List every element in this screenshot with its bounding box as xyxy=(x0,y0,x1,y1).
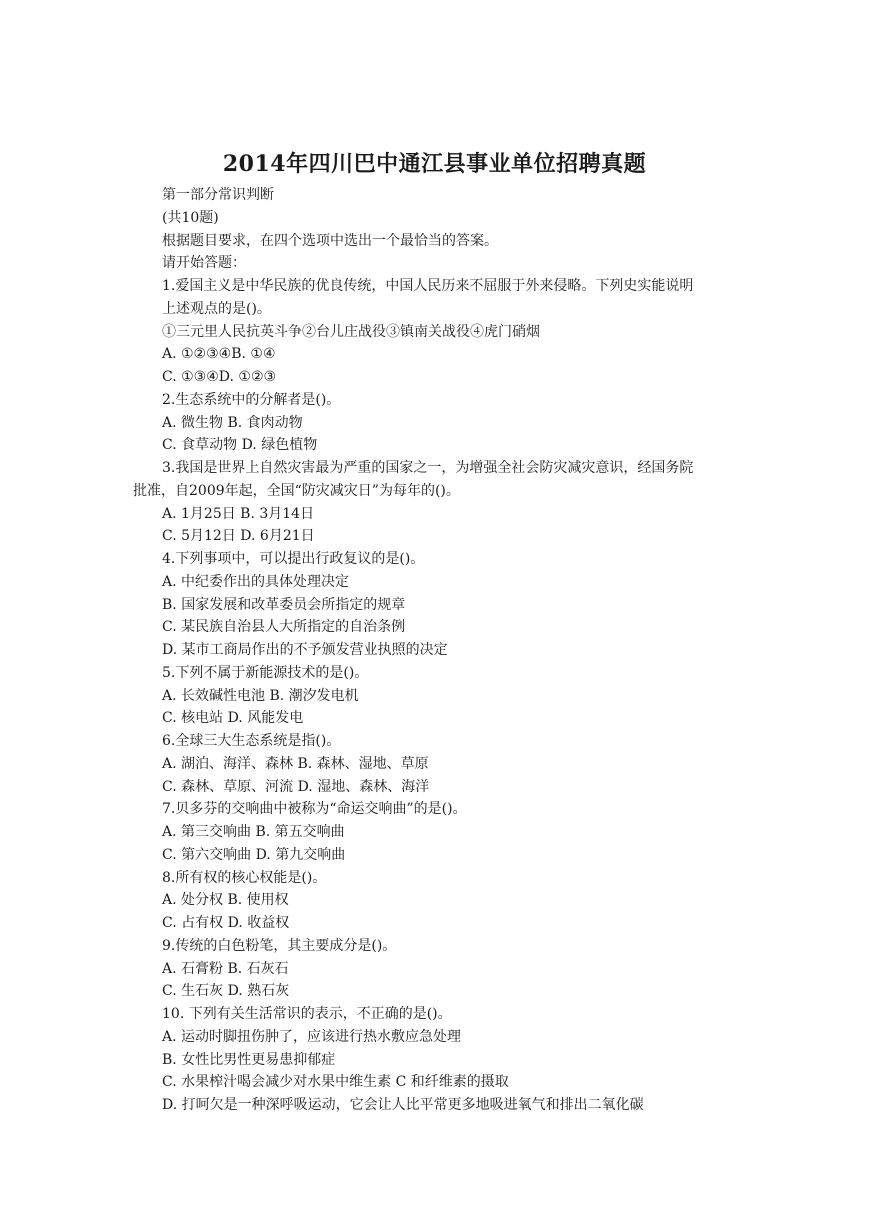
text-line: B. 女性比男性更易患抑郁症 xyxy=(162,1051,336,1068)
text-line: C. 核电站 D. 风能发电 xyxy=(162,710,304,727)
text-line: 第一部分常识判断 xyxy=(162,187,274,203)
text-line: 2.生态系统中的分解者是()。 xyxy=(162,391,341,408)
text-line: A. ①②③④B. ①④ xyxy=(162,346,276,363)
text-line: 1.爱国主义是中华民族的优良传统，中国人民历来不屈服于外来侵略。下列史实能说明 xyxy=(162,278,694,294)
text-line: A. 第三交响曲 B. 第五交响曲 xyxy=(162,824,345,840)
text-line: A. 长效碱性电池 B. 潮汐发电机 xyxy=(162,687,359,704)
text-line: A. 运动时脚扭伤肿了，应该进行热水敷应急处理 xyxy=(162,1028,462,1045)
text-line: 10. 下列有关生活常识的表示，不正确的是()。 xyxy=(162,1006,452,1022)
text-line: 3.我国是世界上自然灾害最为严重的国家之一，为增强全社会防灾减灾意识，经国务院 xyxy=(162,460,694,476)
text-line: A. 处分权 B. 使用权 xyxy=(162,892,289,909)
text-line: (共10题) xyxy=(162,209,219,226)
text-line: C. 第六交响曲 D. 第九交响曲 xyxy=(162,846,346,863)
text-line: 请开始答题： xyxy=(162,255,246,272)
text-line: 4.下列事项中，可以提出行政复议的是()。 xyxy=(162,551,425,567)
text-line: ①三元里人民抗英斗争②台儿庄战役③镇南关战役④虎门硝烟 xyxy=(162,323,540,340)
text-line: 5.下列不属于新能源技术的是()。 xyxy=(162,664,369,681)
text-line: A. 微生物 B. 食肉动物 xyxy=(162,414,303,431)
text-line: C. 占有权 D. 收益权 xyxy=(162,915,290,931)
text-line: 8.所有权的核心权能是()。 xyxy=(162,869,327,886)
document-body xyxy=(0,184,869,1117)
document-title: 2014年四川巴中通江县事业单位招聘真题 xyxy=(222,151,647,177)
text-line: C. 食草动物 D. 绿色植物 xyxy=(162,437,318,454)
text-line: D. 打呵欠是一种深呼吸运动，它会让人比平常更多地吸进氧气和排出二氧化碳 xyxy=(162,1097,644,1113)
text-line: 7.贝多芬的交响曲中被称为“命运交响曲”的是()。 xyxy=(162,801,467,818)
text-line: C. 生石灰 D. 熟石灰 xyxy=(162,983,290,1000)
text-line: A. 石膏粉 B. 石灰石 xyxy=(162,960,289,977)
text-line: 6.全球三大生态系统是指()。 xyxy=(162,733,341,749)
text-line: C. ①③④D. ①②③ xyxy=(162,369,277,385)
text-line: 9.传统的白色粉笔，其主要成分是()。 xyxy=(162,937,397,954)
text-line: 批准，自2009年起，全国“防灾减灾日”为每年的()。 xyxy=(133,482,460,499)
text-line: A. 中纪委作出的具体处理决定 xyxy=(162,573,350,590)
text-line: C. 5月12日 D. 6月21日 xyxy=(162,528,315,545)
text-line: A. 湖泊、海洋、森林 B. 森林、湿地、草原 xyxy=(162,755,429,772)
text-line: C. 水果榨汁喝会减少对水果中维生素 C 和纤维素的摄取 xyxy=(162,1074,509,1091)
text-line: B. 国家发展和改革委员会所指定的规章 xyxy=(162,596,406,613)
text-line: 根据题目要求，在四个选项中选出一个最恰当的答案。 xyxy=(162,232,498,249)
text-line: D. 某市工商局作出的不予颁发营业执照的决定 xyxy=(162,642,448,658)
text-line: C. 森林、草原、河流 D. 湿地、森林、海洋 xyxy=(162,778,430,795)
text-line: C. 某民族自治县人大所指定的自治条例 xyxy=(162,619,406,636)
text-line: A. 1月25日 B. 3月14日 xyxy=(162,505,315,522)
text-line: 上述观点的是()。 xyxy=(162,300,271,317)
